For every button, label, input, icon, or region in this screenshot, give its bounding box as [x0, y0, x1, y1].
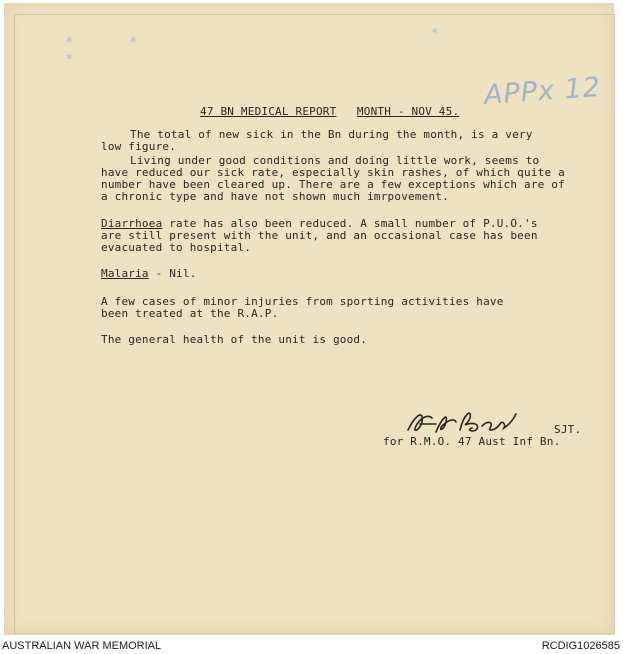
- body-line: [101, 218, 538, 229]
- body-line: number have been cleared up. There are a few exceptions which are of: [101, 178, 565, 191]
- body-line: low figure.: [101, 140, 177, 153]
- body-line: a chronic type and have not shown much imrpovement.: [101, 190, 449, 203]
- staple-hole-mark: ✶: [128, 33, 139, 47]
- report-title: 47 BN MEDICAL REPORT: [200, 105, 337, 118]
- handwritten-signature: [402, 404, 542, 438]
- malaria-heading: Malaria: [101, 267, 149, 280]
- signatory-rank: SJT.: [554, 423, 582, 436]
- report-heading: [200, 106, 459, 117]
- body-line: The general health of the unit is good.: [101, 333, 368, 346]
- body-line: evacuated to hospital.: [101, 241, 252, 254]
- body-line: Living under good conditions and doing little work, seems to: [130, 154, 540, 167]
- signatory-line: for R.M.O. 47 Aust Inf Bn.: [383, 435, 561, 448]
- body-line: The total of new sick in the Bn during the month, is a very: [130, 128, 533, 141]
- handwritten-appendix-label: APPx 12: [483, 71, 602, 112]
- body-text: - Nil.: [148, 267, 197, 280]
- staple-hole-mark: ✶: [64, 33, 75, 47]
- staple-hole-mark: ✶: [430, 24, 441, 38]
- body-line: have reduced our sick rate, especially skin rashes, of which quite a: [101, 166, 565, 179]
- body-line: A few cases of minor injuries from sporting activities have: [101, 295, 504, 308]
- staple-hole-mark: ✶: [64, 50, 75, 64]
- footer-institution: AUSTRALIAN WAR MEMORIAL: [2, 640, 162, 652]
- body-line: been treated at the R.A.P.: [101, 307, 279, 320]
- footer-catalogue-id: RCDIG1026585: [541, 640, 620, 652]
- diarrhoea-heading: Diarrhoea: [101, 217, 163, 230]
- body-line: [101, 268, 197, 279]
- body-text: rate has also been reduced. A small number of P.U.O.'s: [162, 217, 538, 230]
- body-line: are still present with the unit, and an occasional case has been: [101, 229, 538, 242]
- report-month: MONTH - NOV 45.: [356, 105, 460, 118]
